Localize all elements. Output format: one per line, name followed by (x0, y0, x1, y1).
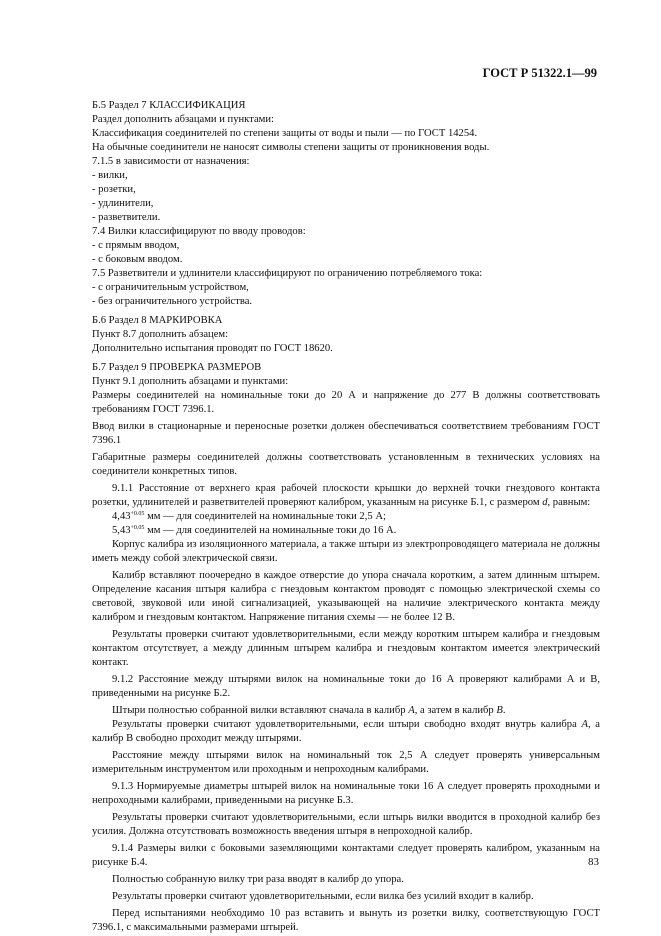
list-item: - с ограничительным устройством, (92, 282, 249, 293)
list-item: - вилки, (92, 170, 128, 181)
paragraph-text: , а затем в калибр (414, 705, 497, 716)
text-line: На обычные соединители не наносят символы степени защиты от проникновения воды. (92, 142, 490, 153)
paragraph-text: , равным: (547, 497, 591, 508)
paragraph-text: 9.1.1 Расстояние от верхнего края рабочей плоскости крышки до верхней точки гнездового контакта розетки, удлинителей и разветвителей проверяют калибром, указанным на рисунке Б.1, с размером (92, 483, 600, 508)
text-line: Раздел дополнить абзацами и пунктами: (92, 114, 274, 125)
paragraph: Результаты проверки считают удовлетворительными, если вилка без усилий входит в калибр. (112, 891, 534, 902)
paragraph-text: Результаты проверки считают удовлетворительными, если штыри свободно входят внутрь калибра (112, 719, 582, 730)
page-number: 83 (588, 856, 599, 868)
list-item: - с боковым вводом. (92, 254, 183, 265)
text-line: Классификация соединителей по степени защиты от воды и пыли — по ГОСТ 14254. (92, 128, 478, 139)
document-body (92, 99, 600, 935)
dimension-tolerance: +0.05 (130, 511, 145, 517)
paragraph: Перед испытаниями необходимо 10 раз вставить и вынуть из розетки вилку, соответствующую ГОСТ 7396.1, с максимальными размерами штырей. (92, 908, 600, 933)
paragraph: Размеры соединителей на номинальные токи до 20 А и напряжение до 277 В должны соответствовать требованиям ГОСТ 7396.1. (92, 390, 600, 415)
paragraph: Ввод вилки в стационарные и переносные розетки должен обеспечиваться соответствием требованиям ГОСТ 7396.1 (92, 421, 600, 446)
dimension-value: 5,43 (112, 525, 131, 536)
text-line: Дополнительно испытания проводят по ГОСТ 18620. (92, 343, 333, 354)
section-b7-title: Б.7 Раздел 9 ПРОВЕРКА РАЗМЕРОВ (92, 362, 262, 373)
paragraph: Полностью собранную вилку три раза вводят в калибр до упора. (112, 874, 404, 885)
text-line: 7.1.5 в зависимости от назначения: (92, 156, 250, 167)
paragraph-text: , а калибр В свободно проходит между штырями. (92, 719, 600, 744)
variable-d: d (542, 497, 548, 508)
paragraph-9-1-1 (92, 482, 600, 510)
document-code-header: ГОСТ Р 51322.1—99 (482, 66, 597, 80)
text-line: 7.5 Разветвители и удлинители классифицируют по ограничению потребляемого тока: (92, 268, 483, 279)
paragraph-text: Штыри полностью собранной вилки вставляют сначала в калибр (112, 705, 409, 716)
list-item: - разветвители. (92, 212, 161, 223)
paragraph-9-1-3: 9.1.3 Нормируемые диаметры штырей вилок на номинальные токи 16 А следует проверять проходными и непроходными калибрами, приведенными на рисунке Б.3. (92, 781, 600, 806)
paragraph-9-1-4: 9.1.4 Размеры вилки с боковыми заземляющими контактами следует проверять калибром, указанным на рисунке Б.4. (92, 843, 600, 868)
paragraph-text: . (502, 705, 506, 716)
text-line: Пункт 8.7 дополнить абзацем: (92, 329, 229, 340)
variable-b: В (496, 705, 503, 716)
paragraph: Результаты проверки считают удовлетворительными, если между коротким штырем калибра и гнездовым контактом отсутствует, а между длинным штырем калибра и гнездовым контактом имеется электрический контакт. (92, 629, 600, 668)
text-line: Пункт 9.1 дополнить абзацами и пунктами: (92, 376, 289, 387)
list-item: - с прямым вводом, (92, 240, 180, 251)
paragraph: Корпус калибра из изоляционного материала, а также штыри из электропроводящего материала не должны иметь между собой электрической связи. (92, 539, 600, 564)
dimension-tolerance: +0.05 (130, 525, 145, 531)
list-item: - розетки, (92, 184, 136, 195)
section-b5-title: Б.5 Раздел 7 КЛАССИФИКАЦИЯ (92, 100, 246, 111)
dimension-text: мм — для соединителей на номинальные токи 2,5 А; (144, 511, 386, 522)
paragraph (92, 718, 600, 746)
dimension-line-1 (92, 510, 600, 524)
list-item: - удлинители, (92, 198, 154, 209)
list-item: - без ограничительного устройства. (92, 296, 253, 307)
variable-a: А (408, 705, 415, 716)
section-b6-title: Б.6 Раздел 8 МАРКИРОВКА (92, 315, 223, 326)
dimension-text: мм — для соединителей на номинальные токи до 16 А. (144, 525, 397, 536)
paragraph: Габаритные размеры соединителей должны соответствовать установленным в технических условиях на соединители конкретных типов. (92, 452, 600, 477)
paragraph (92, 704, 600, 718)
variable-a: А (581, 719, 588, 730)
text-line: 7.4 Вилки классифицируют по вводу проводов: (92, 226, 306, 237)
paragraph: Результаты проверки считают удовлетворительными, если штырь вилки вводится в проходной калибр без усилия. Должна отсутствовать возможность введения штыря в непроходной калибр. (92, 812, 600, 837)
paragraph: Расстояние между штырями вилок на номинальный ток 2,5 А следует проверять универсальным измерительным инструментом или проходным и непроходным калибрами. (92, 750, 600, 775)
paragraph: Калибр вставляют поочередно в каждое отверстие до упора сначала коротким, а затем длинным штырем. Определение касания штыря калибра с гнездовым контактом проводят с помощью электрической схемы со световой, звуковой или иной сигнализацией, указывающей на наличие электрического контакта между калибром и гнездовым контактом. Напряжение питания схемы — не более 12 В. (92, 570, 600, 623)
dimension-value: 4,43 (112, 511, 131, 522)
paragraph-9-1-2: 9.1.2 Расстояние между штырями вилок на номинальные токи до 16 А проверяют калибрами А и В, приведенными на рисунке Б.2. (92, 674, 600, 699)
dimension-line-2 (92, 524, 600, 538)
